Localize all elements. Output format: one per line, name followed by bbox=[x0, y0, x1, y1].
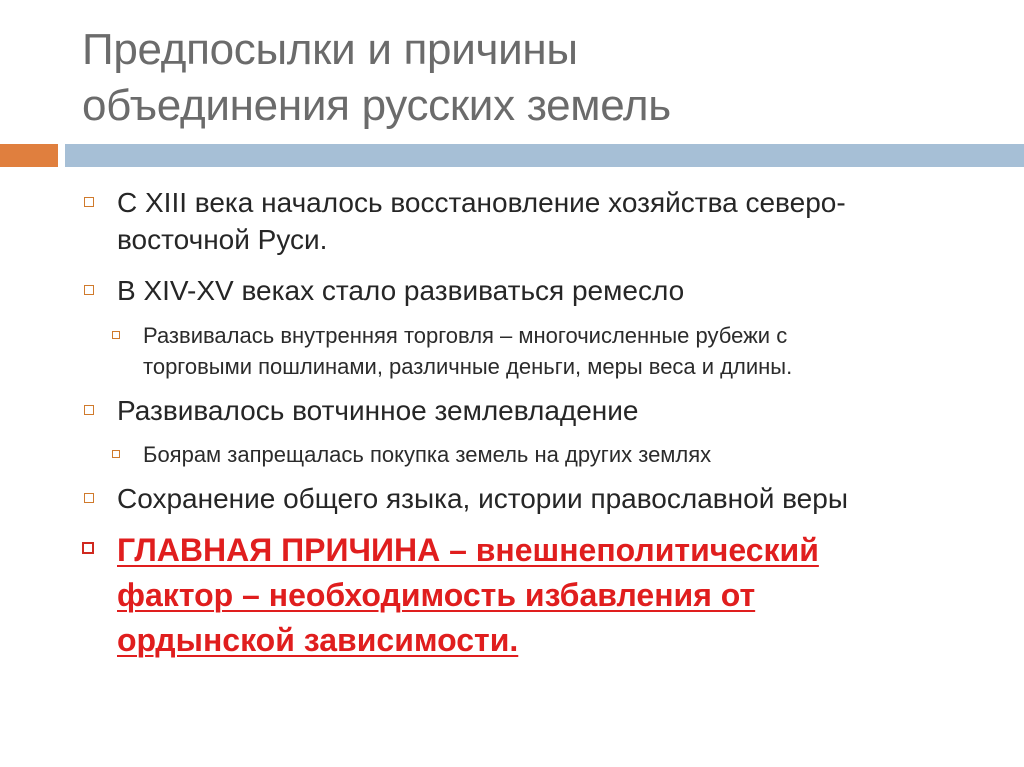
bullet-3-line-1: Развивалось вотчинное землевладение bbox=[117, 395, 639, 426]
square-bullet-icon bbox=[112, 450, 120, 458]
bullet-item-1 bbox=[84, 184, 846, 258]
bullet-text-4 bbox=[117, 480, 848, 517]
main-reason-line-2: фактор – необходимость избавления от bbox=[117, 577, 756, 613]
sub-bullet-1-line-2: торговыми пошлинами, различные деньги, меры веса и длины. bbox=[143, 354, 793, 379]
sub-bullet-item-1 bbox=[112, 320, 792, 382]
main-reason-line-3: ордынской зависимости. bbox=[117, 622, 519, 658]
slide-title-line-1: Предпосылки и причины bbox=[82, 25, 578, 74]
sub-bullet-text-2 bbox=[143, 439, 711, 470]
bullet-2-line-1: В XIV-XV веках стало развиваться ремесло bbox=[117, 275, 685, 306]
sub-bullet-2-line-1: Боярам запрещалась покупка земель на других землях bbox=[143, 442, 712, 467]
main-reason-item bbox=[82, 528, 819, 663]
bullet-1-line-1: С XIII века началось восстановление хозяйства северо- bbox=[117, 187, 846, 218]
bullet-text-3 bbox=[117, 392, 639, 429]
sub-bullet-1-line-1: Развивалась внутренняя торговля – многочисленные рубежи с bbox=[143, 323, 788, 348]
bullet-item-4 bbox=[84, 480, 848, 517]
square-bullet-icon bbox=[112, 331, 120, 339]
main-reason-line-1: ГЛАВНАЯ ПРИЧИНА – внешнеполитический bbox=[117, 532, 819, 568]
square-bullet-icon bbox=[84, 493, 94, 503]
bullet-item-2 bbox=[84, 272, 684, 309]
square-bullet-icon bbox=[82, 542, 94, 554]
sub-bullet-item-2 bbox=[112, 439, 711, 470]
square-bullet-icon bbox=[84, 405, 94, 415]
slide-title-line-2: объединения русских земель bbox=[82, 81, 671, 130]
square-bullet-icon bbox=[84, 285, 94, 295]
bullet-item-3 bbox=[84, 392, 639, 429]
square-bullet-icon bbox=[84, 197, 94, 207]
sub-bullet-text-1 bbox=[143, 320, 792, 382]
bullet-4-line-1: Сохранение общего языка, истории православной веры bbox=[117, 483, 848, 514]
bullet-1-line-2: восточной Руси. bbox=[117, 224, 328, 255]
bullet-text-1 bbox=[117, 184, 846, 258]
main-reason-text bbox=[117, 528, 819, 663]
bullet-text-2 bbox=[117, 272, 684, 309]
